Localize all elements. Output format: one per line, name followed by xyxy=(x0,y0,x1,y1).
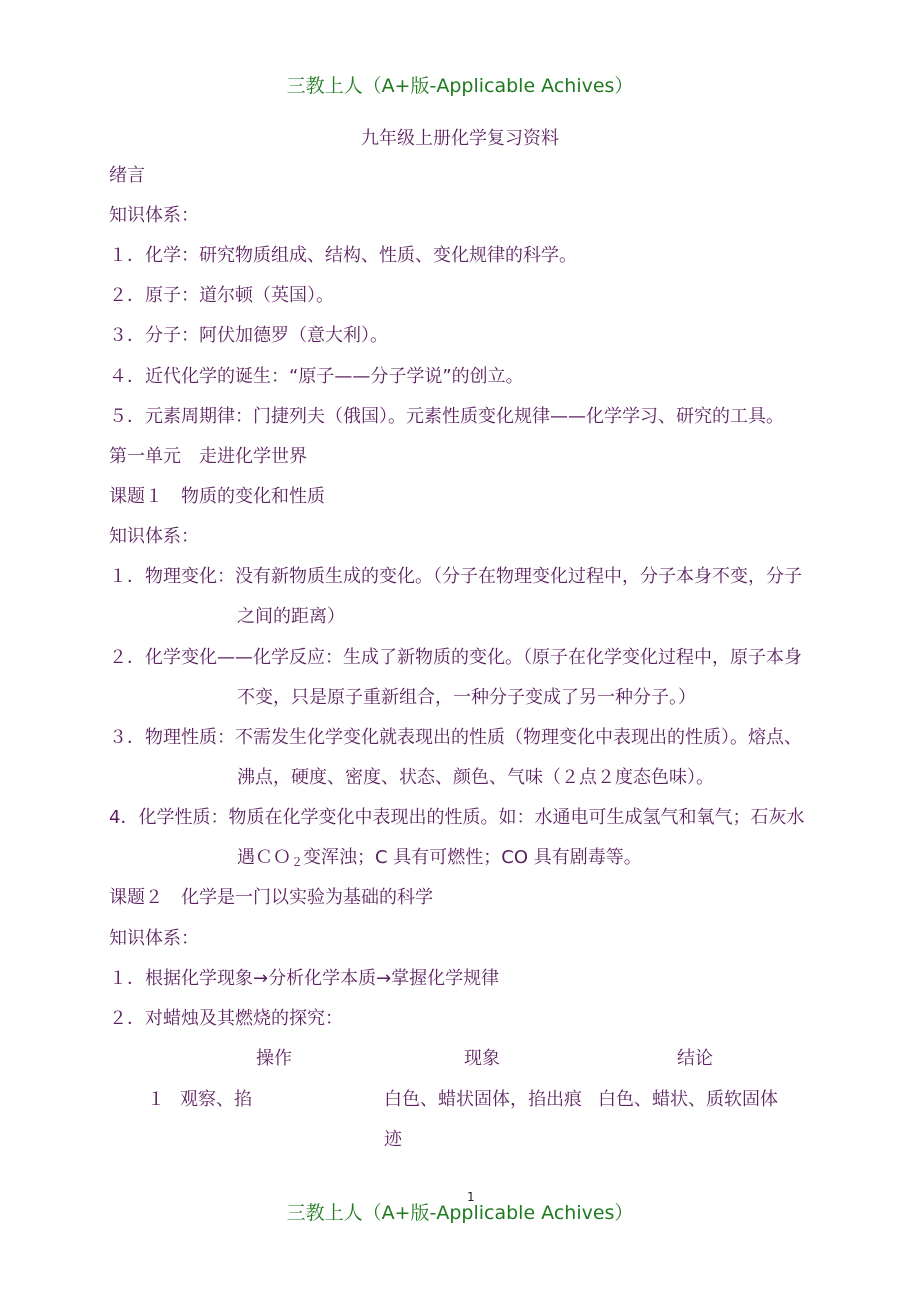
formula-prefix: 遇ＣＯ xyxy=(237,847,291,868)
table-cell-operation: 观察、掐 xyxy=(180,1089,252,1110)
topic1-item: ３．物理性质：不需发生化学变化就表现出的性质（物理变化中表现出的性质）。熔点、 xyxy=(109,727,802,748)
section-heading-intro: 绪言 xyxy=(109,165,145,186)
table-cell-conclusion: 白色、蜡状、质软固体 xyxy=(598,1089,778,1110)
intro-item: ５．元素周期律：门捷列夫（俄国）。元素性质变化规律——化学学习、研究的工具。 xyxy=(109,406,784,427)
topic1-item: 4．化学性质：物质在化学变化中表现出的性质。如：水通电可生成氢气和氧气；石灰水 xyxy=(109,807,805,828)
topic1-item-continuation: 沸点，硬度、密度、状态、颜色、气味（２点２度态色味）。 xyxy=(237,767,714,788)
subscript: ２ xyxy=(291,855,304,869)
header-banner: 三教上人（A+版-Applicable Achives） xyxy=(286,75,634,97)
intro-item: ３．分子：阿伏加德罗（意大利）。 xyxy=(109,325,388,346)
topic-heading: 课题２ 化学是一门以实验为基础的科学 xyxy=(109,887,433,908)
table-row-number: １ xyxy=(147,1089,165,1110)
topic-heading: 课题１ 物质的变化和性质 xyxy=(109,486,325,507)
intro-item: ２．原子：道尔顿（英国）。 xyxy=(109,285,334,306)
table-cell-phenomenon: 白色、蜡状固体，掐出痕 xyxy=(384,1089,582,1110)
knowledge-label: 知识体系： xyxy=(109,526,199,547)
knowledge-label: 知识体系： xyxy=(109,205,199,226)
topic1-item: １．物理变化：没有新物质生成的变化。（分子在物理变化过程中，分子本身不变，分子 xyxy=(109,566,802,587)
knowledge-label: 知识体系： xyxy=(109,928,199,949)
topic1-item-continuation: 不变，只是原子重新组合，一种分子变成了另一种分子。） xyxy=(237,687,696,708)
topic2-item: ２．对蜡烛及其燃烧的探究： xyxy=(109,1008,343,1029)
page-title: 九年级上册化学复习资料 xyxy=(361,128,559,149)
table-header-operation: 操作 xyxy=(256,1048,292,1069)
page-number: 1 xyxy=(467,1190,475,1204)
intro-item: １．化学：研究物质组成、结构、性质、变化规律的科学。 xyxy=(109,245,577,266)
table-header-conclusion: 结论 xyxy=(677,1048,713,1069)
topic2-item: １．根据化学现象→分析化学本质→掌握化学规律 xyxy=(109,968,500,989)
unit-heading: 第一单元 走进化学世界 xyxy=(109,446,307,467)
footer-banner: 三教上人（A+版-Applicable Achives） xyxy=(286,1202,634,1224)
topic1-item-continuation: 之间的距离） xyxy=(237,606,345,627)
table-header-phenomenon: 现象 xyxy=(464,1048,500,1069)
topic1-item: ２．化学变化——化学反应：生成了新物质的变化。（原子在化学变化过程中，原子本身 xyxy=(109,647,802,668)
topic1-item-continuation xyxy=(237,847,642,873)
intro-item: ４．近代化学的诞生：“原子——分子学说”的创立。 xyxy=(109,366,524,387)
table-cell-phenomenon-continuation: 迹 xyxy=(384,1129,402,1150)
formula-suffix: 变浑浊；C 具有可燃性；CO 具有剧毒等。 xyxy=(303,847,642,868)
